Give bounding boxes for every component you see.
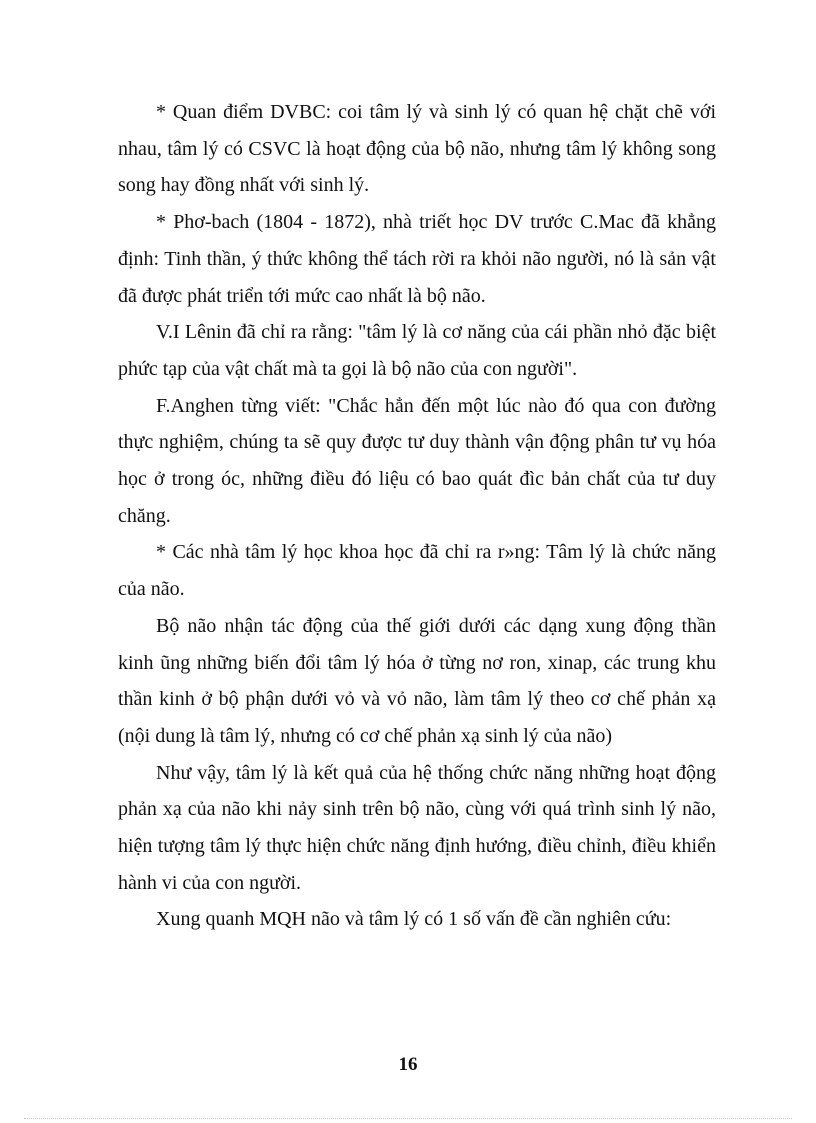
paragraph-research-issues: Xung quanh MQH não và tâm lý có 1 số vấn đề cần nghiên cứu: bbox=[156, 908, 672, 931]
paragraph-brain-reflex: Bộ não nhận tác động của thế giới dưới các dạng xung động thần kinh ũng những biến đổi tâm lý hóa ở từng nơ ron, xinap, các trung khu thần kinh ở bộ phận dưới vỏ và vỏ não, làm tâm lý theo cơ chế phản xạ (nội dung là tâm lý, nhưng có cơ chế phản xạ sinh lý của não) bbox=[118, 614, 716, 747]
body-text bbox=[118, 94, 716, 938]
page-bottom-divider bbox=[24, 1118, 792, 1119]
paragraph-engels-quote: F.Anghen từng viết: "Chắc hẳn đến một lúc nào đó qua con đường thực nghiệm, chúng ta sẽ quy được tư duy thành vận động phân tư vụ hóa học ở trong óc, những điều đó liệu có bao quát đìc bản chất của tư duy chăng. bbox=[118, 394, 716, 527]
paragraph-lenin-quote: V.I Lênin đã chỉ ra rằng: "tâm lý là cơ năng của cái phần nhỏ đặc biệt phức tạp của vật chất mà ta gọi là bộ não của con người". bbox=[118, 321, 716, 380]
paragraph-feuerbach: * Phơ-bach (1804 - 1872), nhà triết học DV trước C.Mac đã khẳng định: Tinh thần, ý thức không thể tách rời ra khỏi não người, nó là sản vật đã được phát triển tới mức cao nhất là bộ não. bbox=[118, 211, 716, 307]
paragraph-conclusion: Như vậy, tâm lý là kết quả của hệ thống chức năng những hoạt động phản xạ của não khi nảy sinh trên bộ não, cùng với quá trình sinh lý não, hiện tượng tâm lý thực hiện chức năng định hướng, điều chỉnh, điều khiển hành vi của con người. bbox=[118, 761, 716, 894]
paragraph-psychologists: * Các nhà tâm lý học khoa học đã chỉ ra r»ng: Tâm lý là chức năng của não. bbox=[118, 541, 716, 601]
page-number: 16 bbox=[398, 1054, 418, 1075]
paragraph-dvbc-view: * Quan điểm DVBC: coi tâm lý và sinh lý có quan hệ chặt chẽ với nhau, tâm lý có CSVC là hoạt động của bộ não, nhưng tâm lý không song song hay đồng nhất với sinh lý. bbox=[118, 101, 716, 197]
